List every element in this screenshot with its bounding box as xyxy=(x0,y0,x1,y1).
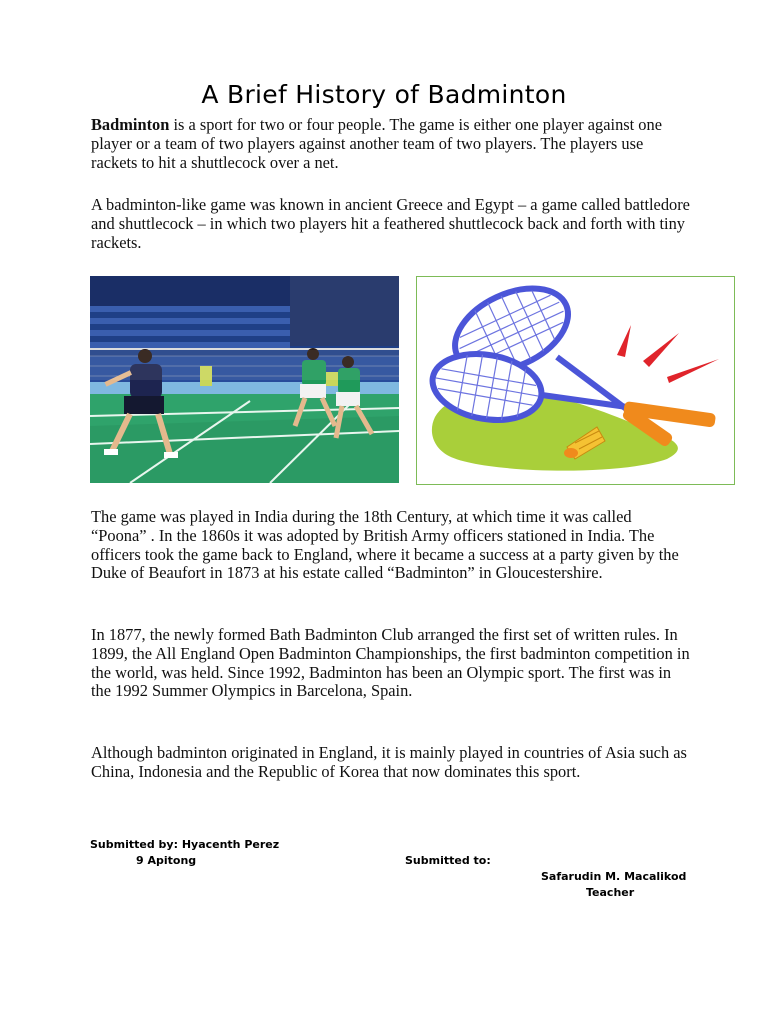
paragraph-ancient-origins: A badminton-like game was known in ancient Greece and Egypt – a game called battledore and shuttlecock – in which two players hit a feathered shuttlecock back and forth with tiny rackets. xyxy=(91,195,690,252)
submitted-to: Submitted to: xyxy=(405,854,491,867)
paragraph-intro xyxy=(91,116,691,172)
term-badminton: Badminton xyxy=(91,115,170,134)
submitted-by: Submitted by: Hyacenth Perez xyxy=(90,838,280,851)
intro-text: is a sport for two or four people. The game is either one player against one player or a team of two players against another team of two players. The players use rackets to hit a shuttlecock over a net. xyxy=(91,115,662,172)
student-section: 9 Apitong xyxy=(136,854,197,867)
paragraph-asia-dominance: Although badminton originated in England, it is mainly played in countries of Asia such as China, Indonesia and the Republic of Korea that now dominates this sport. xyxy=(91,743,687,781)
page-title: A Brief History of Badminton xyxy=(201,80,567,109)
teacher-role: Teacher xyxy=(586,886,635,899)
rackets-clipart xyxy=(416,276,735,485)
paragraph-india-history: The game was played in India during the 18th Century, at which time it was called “Poona” . In the 1860s it was adopted by British Army officers stationed in India. The officers took the game back to England, where it became a success at a party given by the Duke of Beaufort in 1873 at his estate called “Badminton” in Gloucestershire. xyxy=(91,507,679,583)
teacher-name: Safarudin M. Macalikod xyxy=(541,870,687,883)
badminton-match-photo xyxy=(90,276,399,483)
paragraph-rules-olympics: In 1877, the newly formed Bath Badminton Club arranged the first set of written rules. In 1899, the All England Open Badminton Championships, the first badminton competition in the world, was held. Since 1992, Badminton has been an Olympic sport. The first was in the 1992 Summer Olympics in Barcelona, Spain. xyxy=(91,625,690,701)
